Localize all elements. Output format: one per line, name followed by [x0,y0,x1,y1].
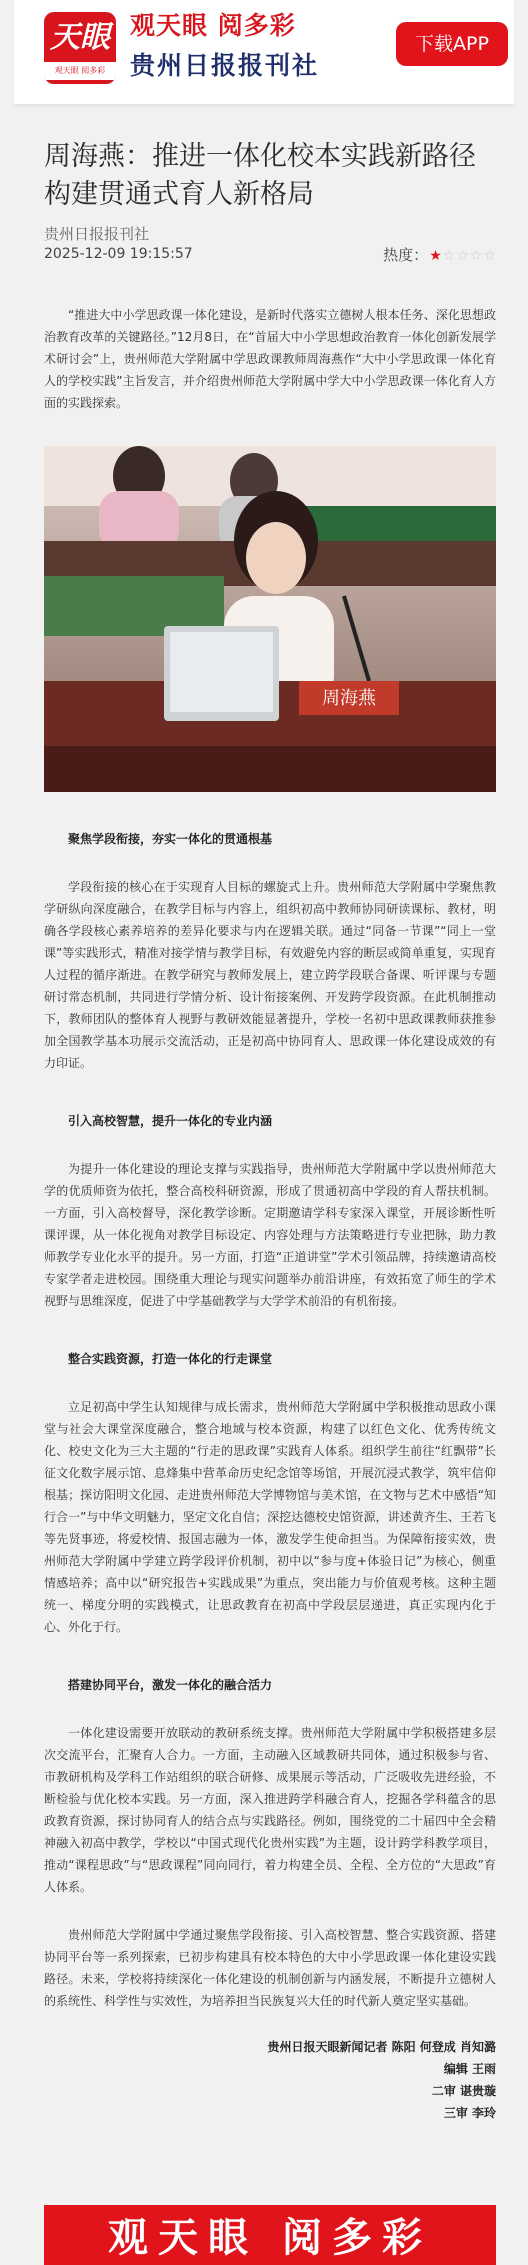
credit-line: 编辑 王雨 [443,2062,496,2076]
heat-label: 热度： [383,246,429,264]
article-sections [44,828,496,1898]
credit-line: 贵州日报天眼新闻记者 陈阳 何登成 肖知潞 [267,2040,496,2054]
star-empty-icon: ☆ [483,248,496,264]
section-paragraph: 学段衔接的核心在于实现育人目标的螺旋式上升。贵州师范大学附属中学聚焦教学研纵向深度融合，在教学目标与内容上，组织初高中教师协同研读课标、教材，明确各学段核心素养培养的差异化要求与内在逻辑关联。通过“同备一节课”“同上一堂课”等实践形式，精准对接学情与教学目标，有效避免内容的断层或简单重复，实现育人过程的循序渐进。在教学研究与教师发展上，建立跨学段联合备课、听评课与专题研讨常态机制，共同进行学情分析、设计衔接案例、开发跨学段资源。在此机制推动下，教师团队的整体育人视野与教研效能显著提升，学校一名初中思政课教师获推参加全国教学基本功展示交流活动，正是初高中协同育人、思政课一体化建设成效的有力印证。 [44,880,496,1070]
heat-stars [428,246,496,264]
star-empty-icon: ☆ [456,248,469,264]
article-source: 贵州日报报刊社 [44,225,150,243]
article-meta [44,224,496,266]
section-paragraph: 一体化建设需要开放联动的教研系统支撑。贵州师范大学附属中学积极搭建多层次交流平台，汇聚育人合力。一方面，主动融入区域教研共同体，通过积极参与省、市教研机构及学科工作站组织的联合研修、成果展示等活动，广泛吸收先进经验，不断检验与优化校本实践。另一方面，深入推进跨学科融合育人，挖掘各学科蕴含的思政教育资源，探讨协同育人的结合点与实践路径。例如，围绕党的二十届四中全会精神融入初高中教学，学校以“中国式现代化贵州实践”为主题，设计跨学科教学项目，推动“课程思政”与“思政课程”同向同行，着力构建全员、全程、全方位的“大思政”育人体系。 [44,1726,496,1894]
photo-illustration [44,446,496,792]
heat-rating [383,244,496,267]
credit-line: 二审 谌贵璇 [431,2084,496,2098]
article-photo[interactable] [44,446,496,792]
article-credits [44,2036,496,2124]
app-header [14,0,514,105]
footer-banner[interactable]: 观天眼 阅多彩 [44,2205,496,2265]
article-lead: “推进大中小学思政课一体化建设，是新时代落实立德树人根本任务、深化思想政治教育改革的关键路径。”12月8日，在“首届大中小学思想政治教育一体化创新发展学术研讨会”上，贵州师范大学附属中学思政课教师周海燕作“大中小学思政课一体化育人的学校实践”主旨发言，并介绍贵州师范大学附属中学大中小学思政课一体化育人方面的实践探索。 [44,308,496,410]
section-paragraph: 为提升一体化建设的理论支撑与实践指导，贵州师范大学附属中学以贵州师范大学的优质师资为依托，整合高校科研资源，形成了贯通初高中学段的育人帮扶机制。一方面，引入高校督导，深化教学诊断。定期邀请学科专家深入课堂，开展诊断性听课评课，从一体化视角对教学目标设定、内容处理与方法策略进行专业把脉，助力教师教学专业化水平的提升。另一方面，打造“正道讲堂”学术引领品牌，持续邀请高校专家学者走进校园。围绕重大理论与现实问题举办前沿讲座，有效拓宽了师生的学术视野与思维深度，促进了中学基础教学与大学学术前沿的有机衔接。 [44,1162,496,1308]
article-closing: 贵州师范大学附属中学通过聚焦学段衔接、引入高校智慧、整合实践资源、搭建协同平台等一系列探索，已初步构建具有校本特色的大中小学思政课一体化建设实践路径。未来，学校将持续深化一体化建设的机制创新与内涵发展，不断提升立德树人的系统性、科学性与实效性，为培养担当民族复兴大任的时代新人奠定坚实基础。 [44,1928,496,2008]
section-paragraph: 立足初高中学生认知规律与成长需求，贵州师范大学附属中学积极推动思政小课堂与社会大课堂深度融合，整合地域与校本资源，构建了以红色文化、优秀传统文化、校史文化为三大主题的“行走的思政课”实践育人体系。组织学生前往“红飘带”长征文化数字展示馆、息烽集中营革命历史纪念馆等场馆，开展沉浸式教学，筑牢信仰根基；探访阳明文化园、走进贵州师范大学博物馆与美术馆，在文物与艺术中感悟“知行合一”与中华文明魅力，坚定文化自信；深挖达德校史馆资源，讲述黄齐生、王若飞等先贤事迹，将爱校情、报国志融为一体，激发学生使命担当。为保障衔接实效，贵州师范大学附属中学建立跨学段评价机制，初中以“参与度+体验日记”为核心，侧重情感培养；高中以“研究报告+实践成果”为重点，突出能力与价值观考核。这种主题统一、梯度分明的实践模式，让思政教育在初高中学段层层递进，真正实现内化于心、外化于行。 [44,1400,496,1634]
section-heading: 聚焦学段衔接，夯实一体化的贯通根基 [68,832,273,846]
star-empty-icon: ☆ [469,248,483,264]
article-title: 周海燕：推进一体化校本实践新路径 构建贯通式育人新格局 [44,141,476,210]
section-heading: 搭建协同平台，激发一体化的融合活力 [68,1678,273,1692]
photo-nameplate: 周海燕 [322,688,376,709]
logo-subtitle: 观天眼 阅多彩 [44,62,116,80]
star-filled-icon: ★ [429,248,442,264]
section-heading: 整合实践资源，打造一体化的行走课堂 [68,1352,273,1366]
download-app-button[interactable]: 下载APP [396,22,508,66]
brand-name: 贵州日报报刊社 [130,51,320,80]
credit-line: 三审 李玲 [443,2106,496,2120]
article-datetime: 2025-12-09 19:15:57 [44,246,193,262]
section-heading: 引入高校智慧，提升一体化的专业内涵 [68,1114,273,1128]
brand-slogan: 观天眼 阅多彩 [130,11,296,40]
app-logo [44,12,116,84]
star-empty-icon: ☆ [442,248,456,264]
article [44,138,496,2124]
logo-mark: 天眼 [50,20,110,55]
